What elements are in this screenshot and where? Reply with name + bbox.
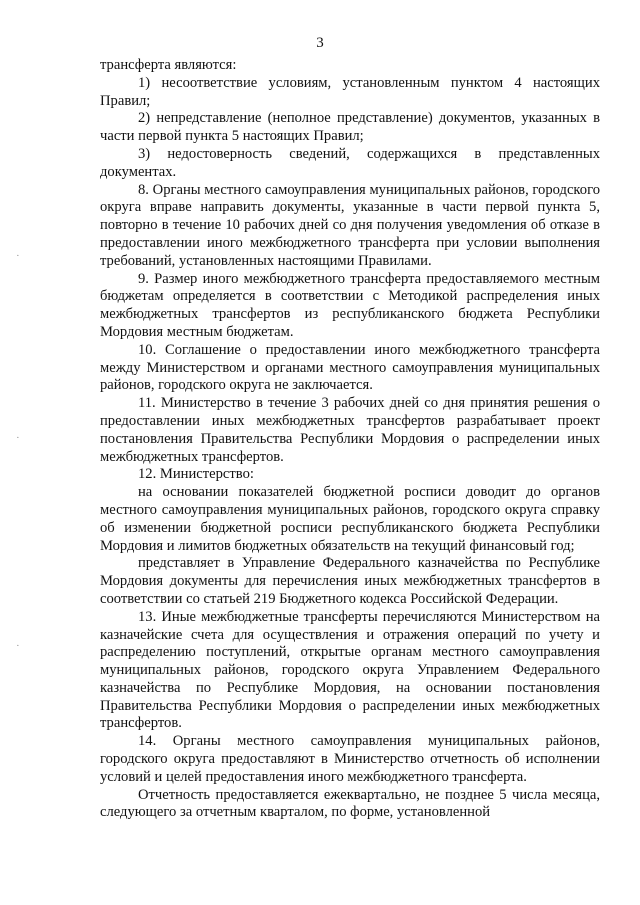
paragraph: 13. Иные межбюджетные трансферты перечисляются Министерством на казначейские счета для осуществления и отражения операций по учету и распределению поступлений, открытые органам местного самоуправления муниципальных районов, городского округа Управлением Федерального казначейства по Республике Мордовия, на основании постановления Правительства Республики Мордовия о распределении иных межбюджетных трансфертов. (100, 608, 600, 732)
paragraph: 10. Соглашение о предоставлении иного межбюджетного трансферта между Министерством и органами местного самоуправления муниципальных районов, городского округа не заключается. (100, 341, 600, 394)
paragraph: 2) непредставление (неполное представление) документов, указанных в части первой пункта 5 настоящих Правил; (100, 110, 600, 145)
paragraph: 8. Органы местного самоуправления муниципальных районов, городского округа вправе направить документы, указанные в части первой пункта 5, повторно в течение 10 рабочих дней со дня получения уведомления об отказе в предоставлении иного межбюджетного трансферта при условии выполнения требований, установленных настоящими Правилами. (100, 181, 600, 269)
paragraph: 11. Министерство в течение 3 рабочих дней со дня принятия решения о предоставлении иных межбюджетных трансфертов разрабатывает проект постановления Правительства Республики Мордовия о распределении иных межбюджетных трансфертов. (100, 395, 600, 465)
page-number: 3 (316, 35, 324, 51)
paragraph: 14. Органы местного самоуправления муниципальных районов, городского округа предоставляют в Министерство отчетность об исполнении условий и целей предоставления иного межбюджетного трансферта. (100, 733, 600, 785)
paragraph: на основании показателей бюджетной росписи доводит до органов местного самоуправления муниципальных районов, городского округа справку об изменении бюджетной росписи республиканского бюджета Республики Мордовия и лимитов бюджетных обязательств на текущий финансовый год; (100, 484, 600, 554)
document-body (100, 57, 600, 822)
margin-mark: · (16, 640, 20, 652)
margin-mark: · (16, 250, 20, 262)
paragraph: представляет в Управление Федерального казначейства по Республике Мордовия документы для перечисления иных межбюджетных трансфертов в соответствии со статьей 219 Бюджетного кодекса Российской Федерации. (100, 555, 600, 607)
paragraph: 3) недостоверность сведений, содержащихся в представленных документах. (100, 145, 600, 180)
paragraph: трансферта являются: (100, 57, 237, 73)
paragraph: 1) несоответствие условиям, установленным пунктом 4 настоящих Правил; (100, 74, 600, 109)
paragraph: 9. Размер иного межбюджетного трансферта предоставляемого местным бюджетам определяется в соответствии с Методикой распределения иных межбюджетных трансфертов из республиканского бюджета Республики Мордовия местным бюджетам. (100, 270, 600, 340)
paragraph: Отчетность предоставляется ежеквартально, не позднее 5 числа месяца, следующего за отчетным кварталом, по форме, установленной (100, 786, 600, 821)
margin-mark: · (16, 432, 20, 444)
paragraph: 12. Министерство: (138, 466, 254, 483)
